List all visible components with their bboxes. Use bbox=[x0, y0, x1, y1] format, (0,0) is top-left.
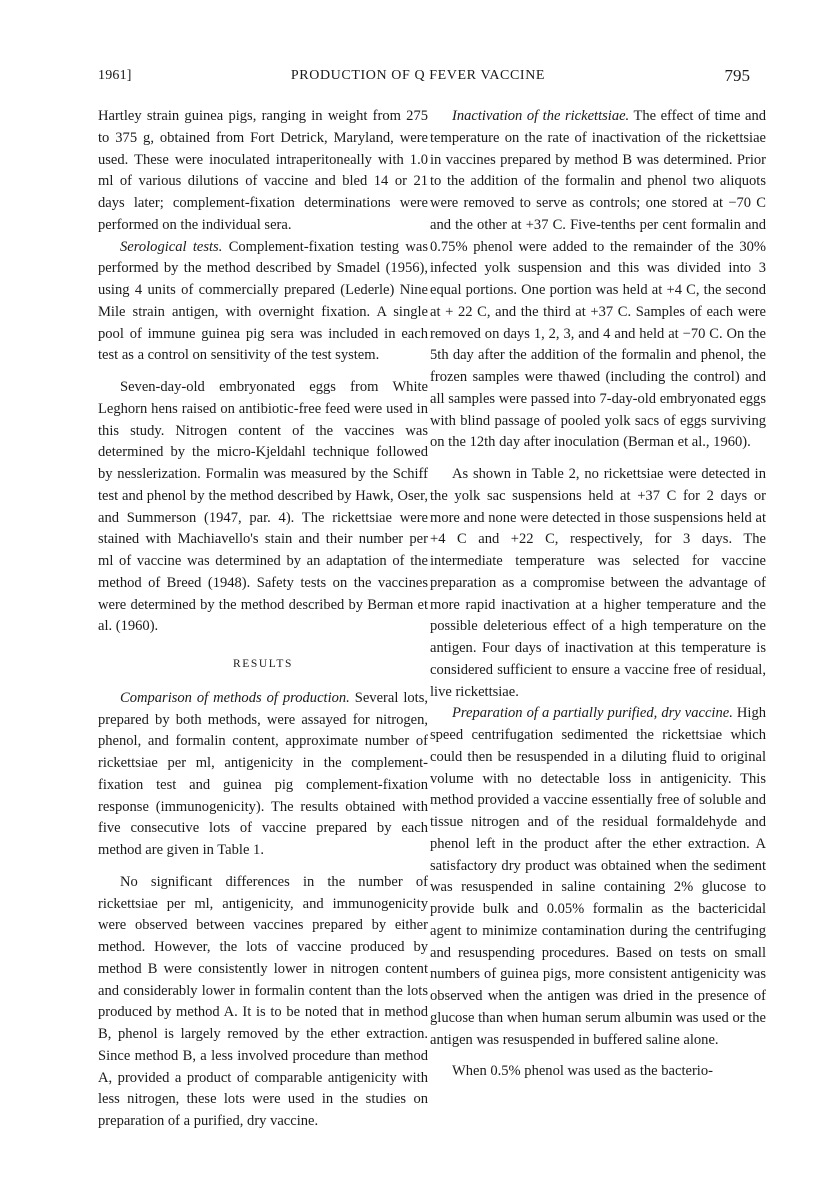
header-title: PRODUCTION OF Q FEVER VACCINE bbox=[290, 68, 546, 83]
right-column bbox=[430, 106, 766, 1083]
page-number: 795 bbox=[724, 66, 750, 85]
paragraph-differences: No significant differences in the number of rickettsiae per ml, antigenicity, and immunogenicity were observed between vaccines prepared by either method. However, the lots of vaccine produced by method B were consistently lower in nitrogen content and considerably lower in formalin content than the lots produced by method A. It is to be noted that in method B, phenol is largely removed by the ether extraction. Since method B, a less involved procedure than method A, provided a product of comparable antigenicity with less nitrogen, these lots were used in the studies on preparation of a purified, dry vaccine. bbox=[98, 873, 428, 1129]
header-year: 1961] bbox=[98, 68, 132, 83]
subheading-inactivation: Inactivation of the rickettsiae. bbox=[452, 108, 630, 124]
subheading-serological-tests: Serological tests. bbox=[120, 238, 223, 255]
paragraph-dry-vaccine bbox=[430, 703, 766, 1051]
running-header bbox=[98, 60, 750, 88]
subheading-comparison: Comparison of methods of production. bbox=[120, 689, 350, 706]
paragraph-materials: Seven-day-old embryonated eggs from White Leghorn hens raised on antibiotic-free feed were used in this study. Nitrogen content of the vaccines was determined by the micro-Kjeldahl technique followed by nesslerization. Formalin was measured by the Schiff test and phenol by the method described by Hawk, Oser, and Summerson (1947, par. 4). The rickettsiae were stained with Machiavello's stain and their number per ml of vaccine was determined by an adaptation of the method of Breed (1948). Safety tests on the vaccines were determined by the method described by Berman et al. (1960). bbox=[98, 379, 428, 635]
paragraph-inactivation bbox=[430, 106, 766, 454]
paragraph-inactivation-body: The effect of time and temperature on the rate of inactivation of the rickettsiae in vaccines prepared by method B was determined. Prior to the addition of the formalin and phenol two aliquots were removed to serve as controls; one stored at −70 C and the other at +37 C. Five-tenths per cent formalin and 0.75% phenol were added to the remainder of the 30% infected yolk suspension and this was divided into 3 equal portions. One portion was held at +4 C, the second at + 22 C, and the third at +37 C. Samples of each were removed on days 1, 2, 3, and 4 and held at −70 C. On the 5th day after the addition of the formalin and phenol, the frozen samples were thawed (including the control) and all samples were passed into 7-day-old embryonated eggs with blind passage of pooled yolk sacs of eggs surviving on the 12th day after inoculation (Berman et al., 1960). bbox=[430, 108, 766, 451]
paragraph-animals: Hartley strain guinea pigs, ranging in weight from 275 to 375 g, obtained from Fort Detrick, Maryland, were used. These were inoculated intraperitoneally with 1.0 ml of various dilutions of vaccine and bled 14 or 21 days later; complement-fixation determinations were performed on the individual sera. bbox=[98, 108, 428, 233]
subheading-dry-vaccine: Preparation of a partially purified, dry vaccine. bbox=[452, 705, 733, 722]
paragraph-comparison-body: Several lots, prepared by both methods, were assayed for nitrogen, phenol, and formalin content, approximate number of rickettsiae per ml, antigenicity in the complement-fixation test and guinea pig complement-fixation response (immunogenicity). The results obtained with five consecutive lots of vaccine prepared by each method are given in Table 1. bbox=[98, 689, 428, 858]
results-heading: RESULTS bbox=[233, 658, 293, 670]
paragraph-phenol: When 0.5% phenol was used as the bacterio- bbox=[452, 1063, 713, 1080]
paragraph-serological-tests bbox=[98, 237, 428, 368]
left-column bbox=[98, 106, 428, 1133]
paragraph-dry-vaccine-body: High speed centrifugation sedimented the rickettsiae which could then be resuspended in a diluting fluid to original volume with no detectable loss in antigenicity. This method provided a vaccine essentially free of soluble and tissue nitrogen and of the residual formaldehyde and phenol left in the product after the ether extraction. A satisfactory dry product was obtained when the sediment was resuspended in saline containing 2% glucose to provide bulk and 0.05% formalin as the bactericidal agent to minimize contamination during the centrifuging and resuspending procedures. Based on tests on small numbers of guinea pigs, more consistent antigenicity was observed when the antigen was dried in the presence of glucose than when human serum albumin was used or the antigen was resuspended in buffered saline alone. bbox=[430, 705, 767, 1048]
paragraph-table2: As shown in Table 2, no rickettsiae were detected in the yolk sac suspensions held at +37 C for 2 days or more and none were detected in those suspensions held at +4 C and +22 C, respectively, for 3 days. The intermediate temperature was selected for vaccine preparation as a compromise between the advantage of more rapid inactivation at a higher temperature and the possible deleterious effect of a high temperature on the antigen. Four days of inactivation at this temperature is considered sufficient to ensure a vaccine free of residual, live rickettsiae. bbox=[430, 466, 766, 700]
paragraph-serological-body: Complement-fixation testing was performed by the method described by Smadel (1956), using 4 units of commercially prepared (Lederle) Nine Mile strain antigen, with overnight fixation. A single pool of immune guinea pig sera was included in each test as a control on sensitivity of the test system. bbox=[98, 238, 428, 364]
paragraph-comparison bbox=[98, 688, 428, 862]
